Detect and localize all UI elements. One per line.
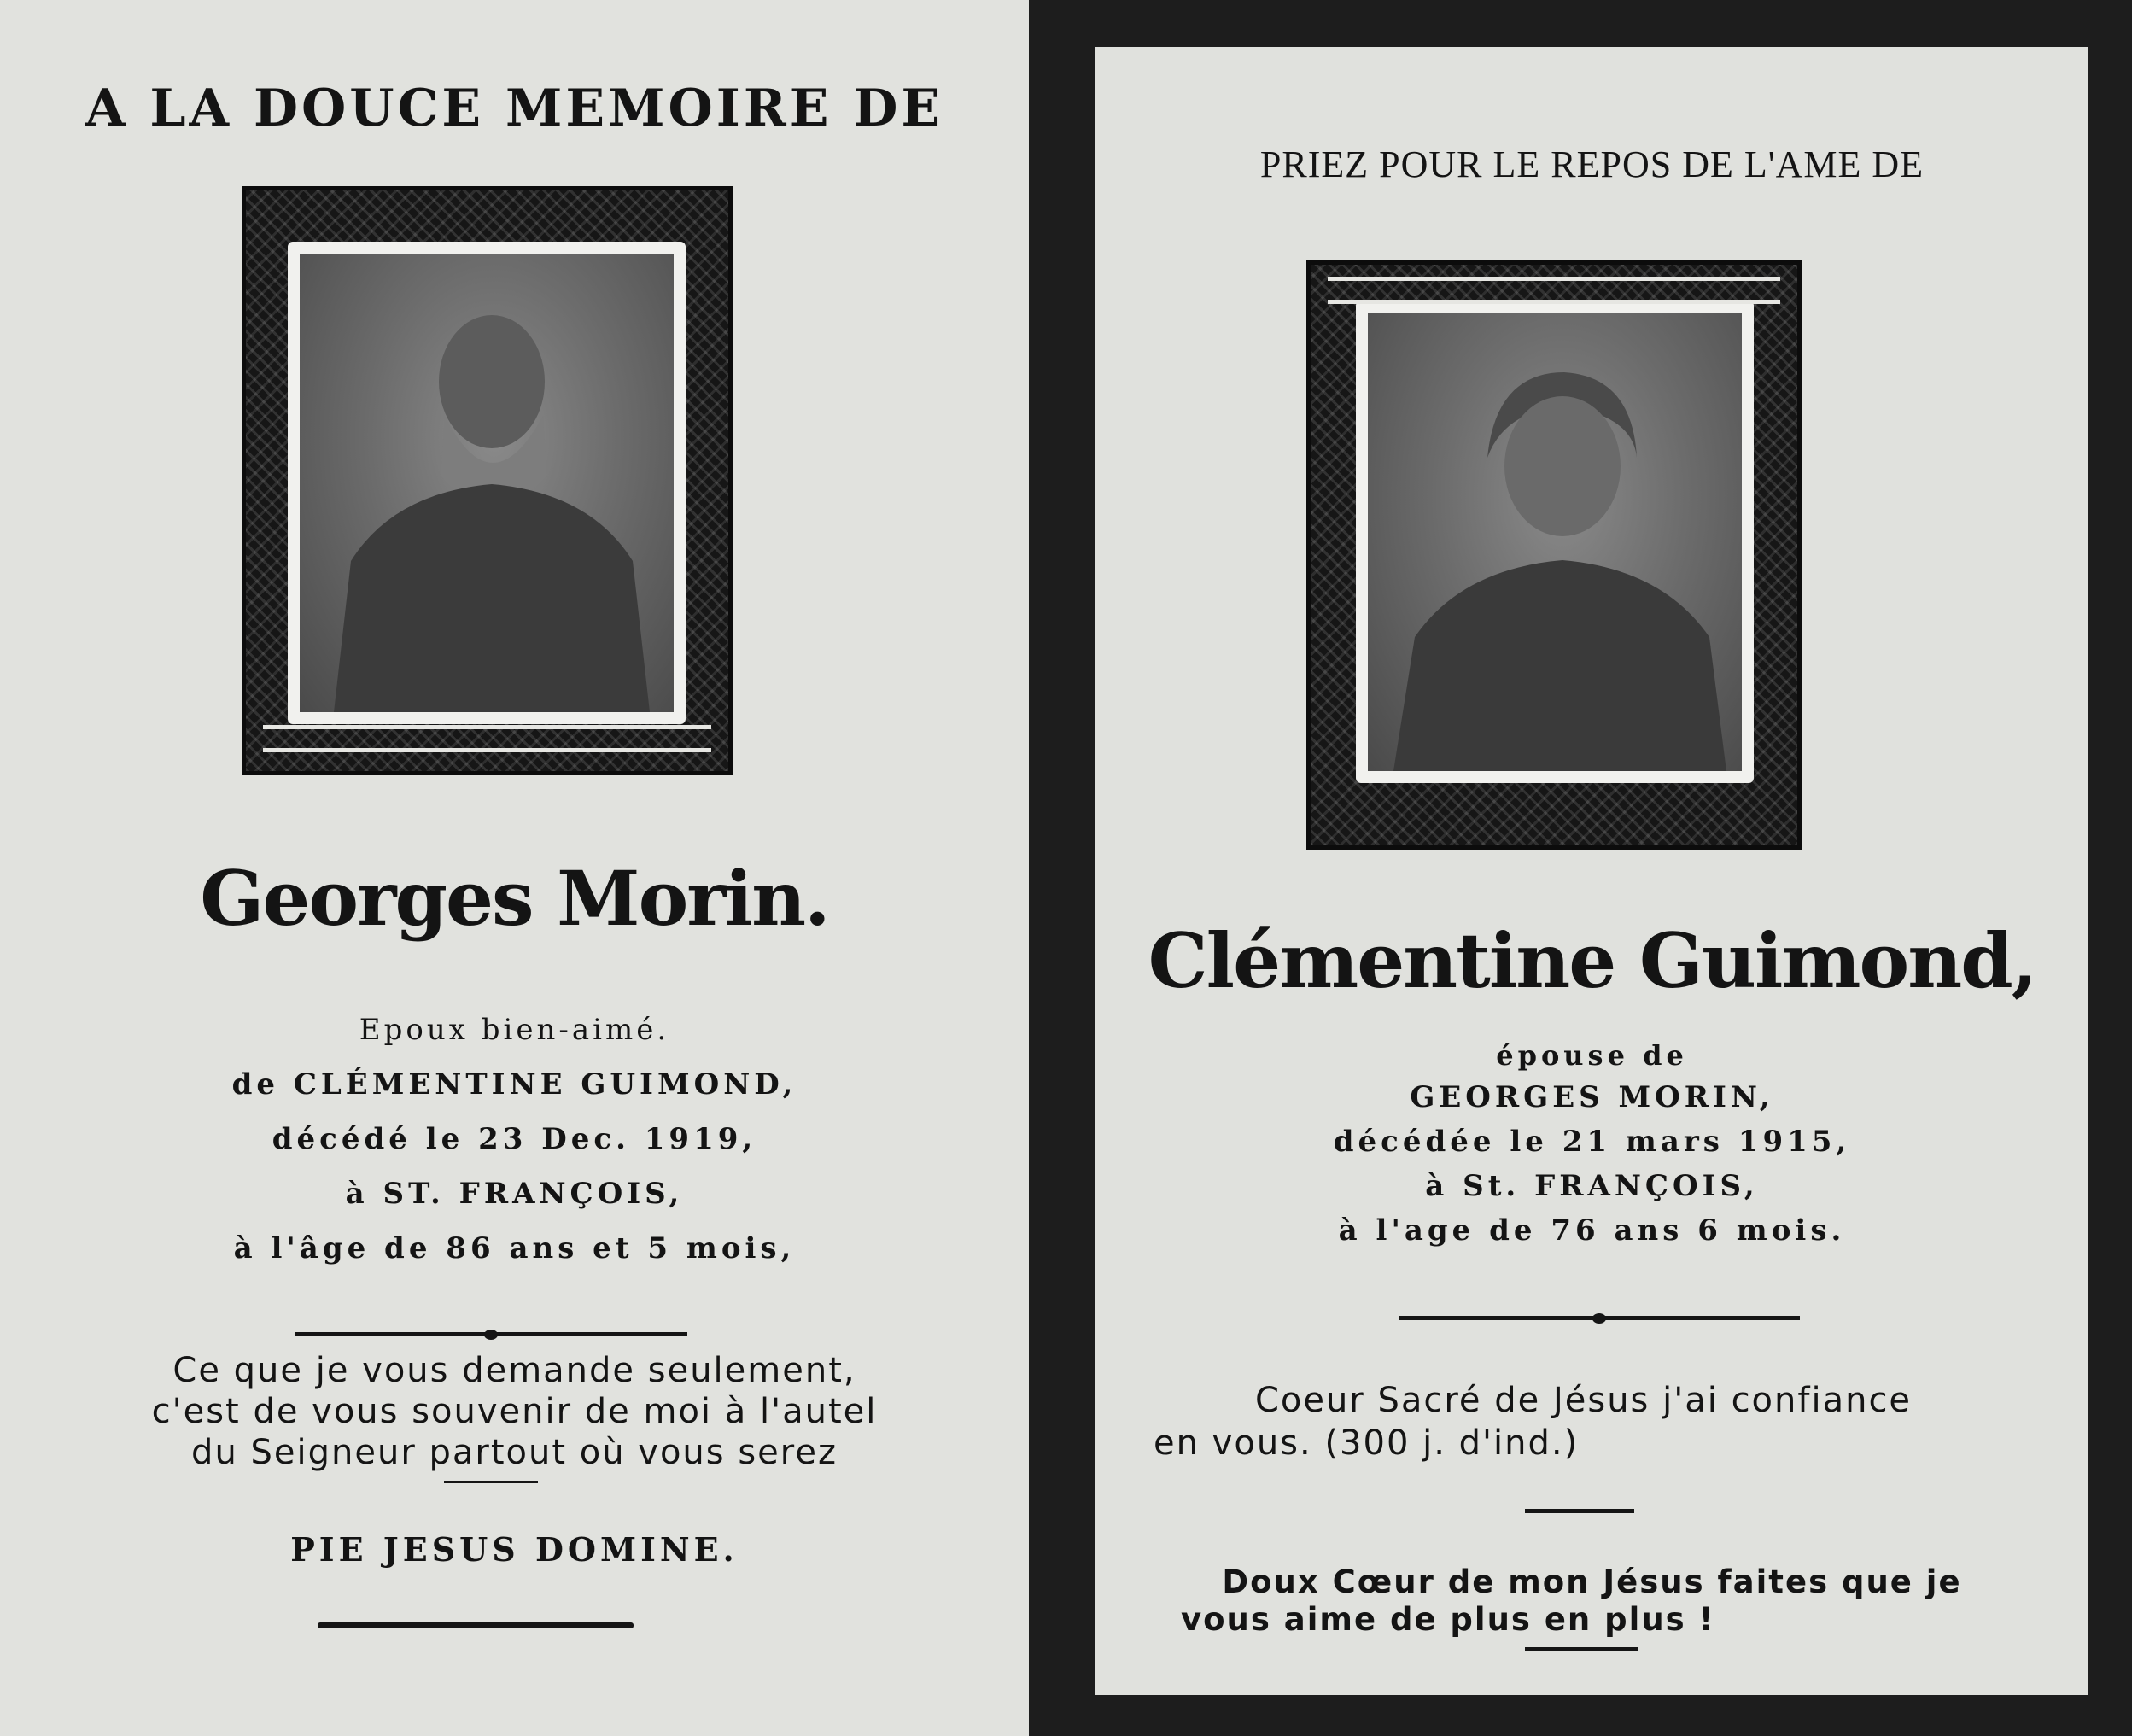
place-line: à ST. FRANÇOIS, <box>345 1177 684 1211</box>
bottom-rule <box>1525 1647 1638 1651</box>
bottom-rule <box>318 1622 634 1628</box>
memorial-card-georges-morin <box>0 0 1029 1736</box>
relation-line: épouse de <box>1496 1039 1688 1072</box>
portrait-frame <box>1306 260 1802 850</box>
portrait-mat <box>288 242 686 724</box>
frame-ribbon <box>263 725 711 752</box>
divider-rule <box>1399 1316 1800 1320</box>
portrait-mat <box>1356 301 1754 783</box>
prayer-line: en vous. (300 j. d'ind.) <box>1154 1423 1580 1463</box>
age-line: à l'age de 76 ans 6 mois. <box>1338 1213 1846 1248</box>
card-header: A LA DOUCE MEMOIRE DE <box>85 79 944 138</box>
divider-ornament <box>1592 1313 1606 1324</box>
short-rule <box>444 1481 538 1483</box>
deceased-name: Clémentine Guimond, <box>1148 916 2036 1005</box>
divider-ornament <box>484 1330 498 1340</box>
place-line: à St. FRANÇOIS, <box>1425 1169 1759 1203</box>
spouse-line: GEORGES MORIN, <box>1410 1080 1774 1114</box>
memorial-card-clementine-guimond <box>1095 47 2088 1695</box>
frame-ribbon <box>1328 277 1780 304</box>
portrait-silhouette <box>300 254 674 712</box>
prayer-line: vous aime de plus en plus ! <box>1181 1601 1715 1638</box>
prayer-line: Ce que je vous demande seulement, <box>172 1351 856 1390</box>
prayer-line: du Seigneur partout où vous serez <box>191 1433 838 1472</box>
short-rule <box>1525 1509 1634 1513</box>
portrait-photo-clementine-guimond <box>1368 313 1742 771</box>
prayer-line: Doux Cœur de mon Jésus faites que je <box>1222 1564 1962 1600</box>
closing-invocation: PIE JESUS DOMINE. <box>290 1530 739 1569</box>
deceased-name: Georges Morin. <box>200 854 829 943</box>
prayer-line: c'est de vous souvenir de moi à l'autel <box>151 1392 878 1431</box>
portrait-silhouette <box>1368 313 1742 771</box>
portrait-frame <box>242 186 733 775</box>
card-header: PRIEZ POUR LE REPOS DE L'AME DE <box>1259 143 1925 185</box>
divider-rule <box>295 1332 687 1336</box>
spouse-line: de CLÉMENTINE GUIMOND, <box>231 1067 797 1102</box>
death-date-line: décédé le 23 Dec. 1919, <box>272 1122 757 1156</box>
prayer-line: Coeur Sacré de Jésus j'ai confiance <box>1254 1381 1913 1420</box>
relation-line: Epoux bien-aimé. <box>359 1013 670 1047</box>
portrait-photo-georges-morin <box>300 254 674 712</box>
age-line: à l'âge de 86 ans et 5 mois, <box>233 1231 796 1265</box>
death-date-line: décédée le 21 mars 1915, <box>1333 1125 1851 1159</box>
